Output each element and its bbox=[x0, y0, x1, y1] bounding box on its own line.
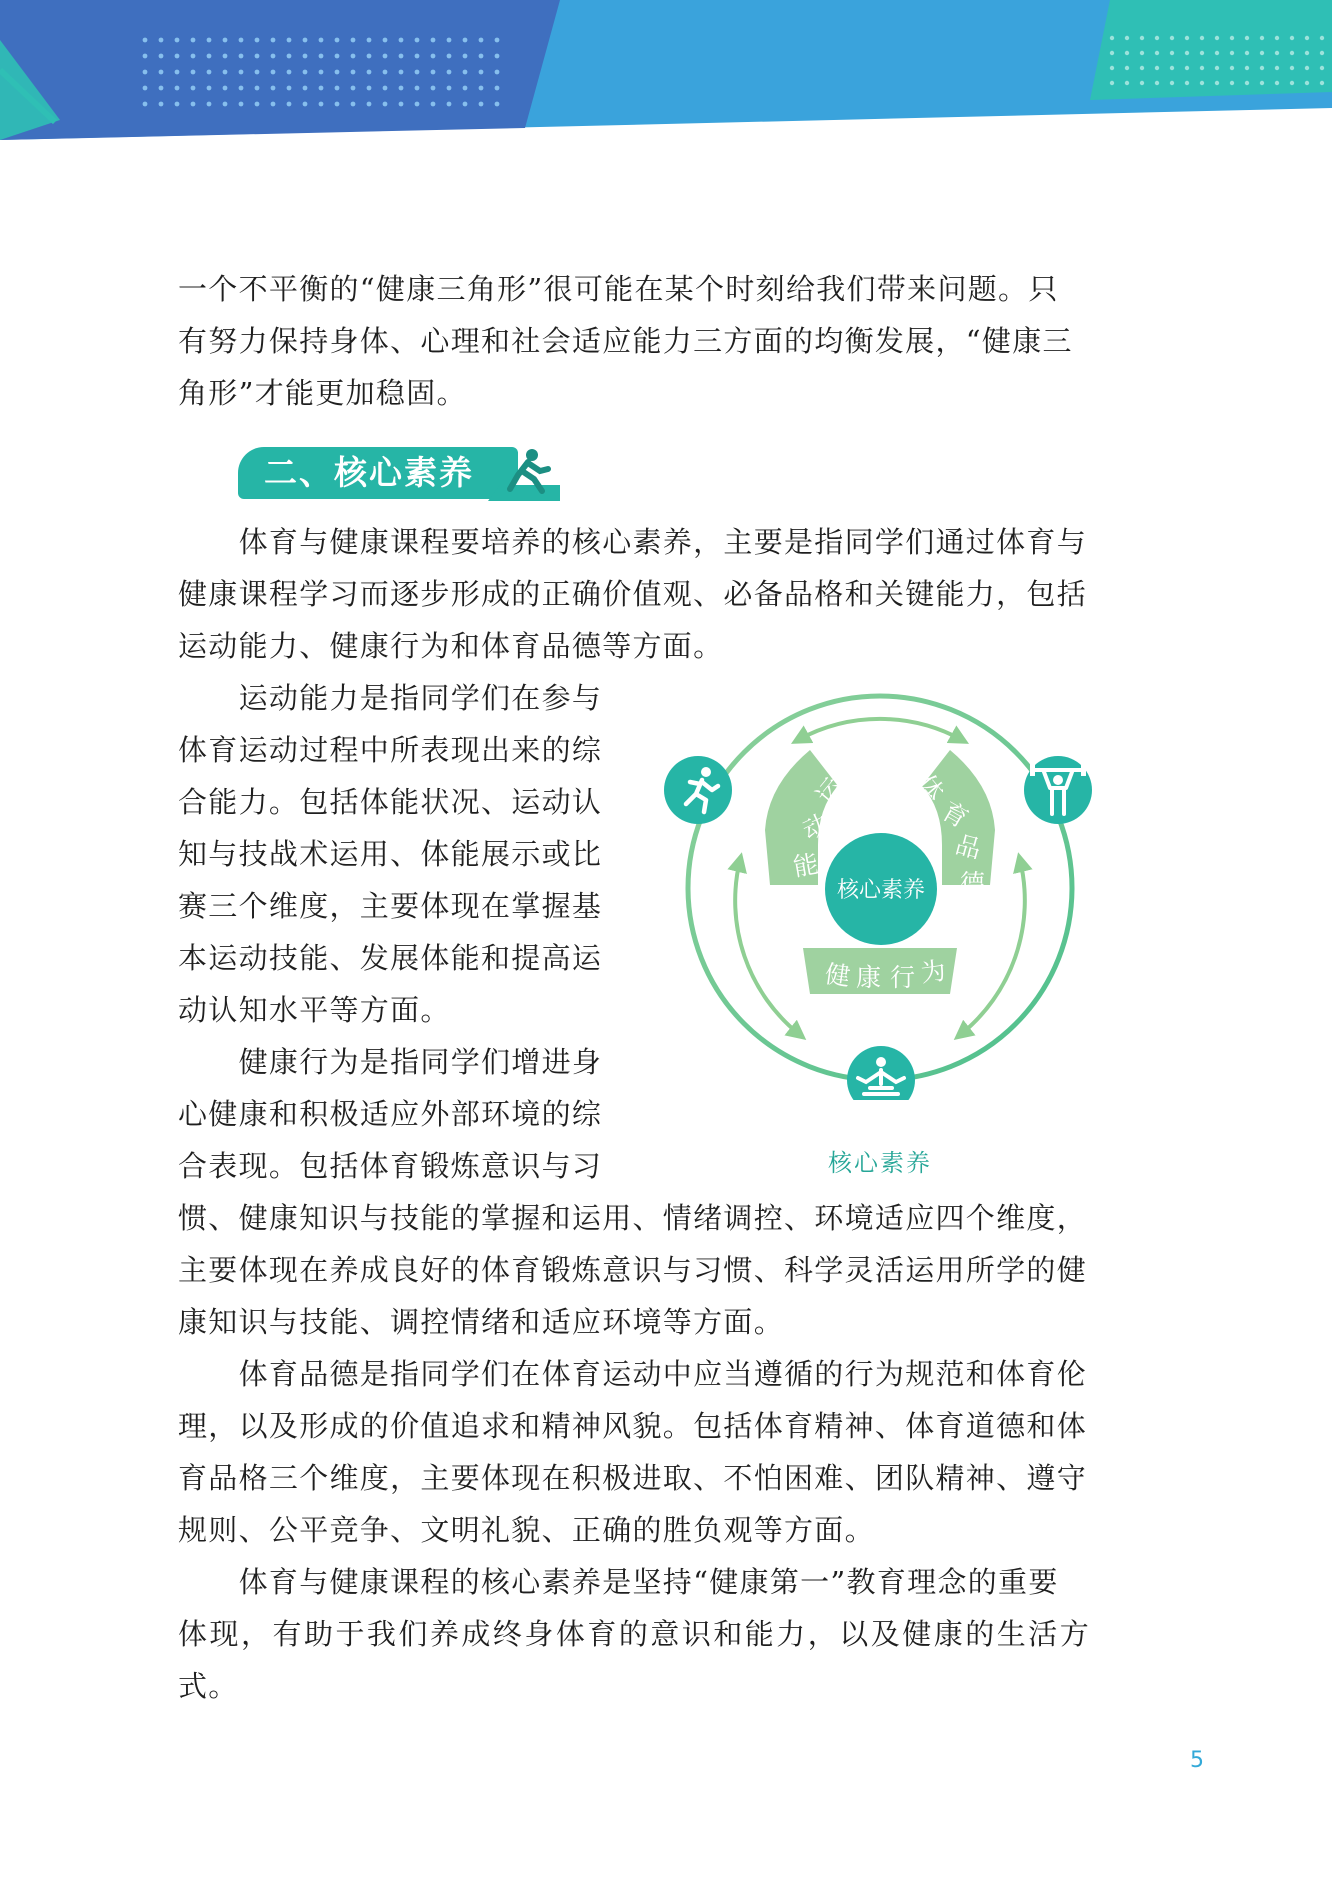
paragraph-line: 体育运动过程中所表现出来的综 bbox=[178, 733, 603, 767]
segment-label-char: 能 bbox=[791, 849, 821, 882]
paragraph-line: 合能力。包括体能状况、运动认 bbox=[178, 785, 603, 819]
segment-label-char: 运 bbox=[810, 772, 849, 810]
page-number: 5 bbox=[1190, 1748, 1204, 1773]
segment-label-char: 动 bbox=[798, 808, 834, 846]
paragraph-line: 一个不平衡的“健康三角形”很可能在某个时刻给我们带来问题。只 bbox=[178, 272, 1059, 306]
header-decoration bbox=[0, 0, 1332, 150]
paragraph-line: 育品格三个维度，主要体现在积极进取、不怕困难、团队精神、遵守 bbox=[178, 1461, 1088, 1495]
segment-label-char: 体 bbox=[911, 769, 950, 808]
paragraph-line: 赛三个维度，主要体现在掌握基 bbox=[178, 889, 603, 923]
paragraph-line: 体现，有助于我们养成终身体育的意识和能力，以及健康的生活方式。 bbox=[178, 1617, 1090, 1703]
paragraph-line: 运动能力是指同学们在参与 bbox=[178, 681, 603, 715]
cycle-arrow bbox=[798, 719, 962, 740]
paragraph-line: 体育与健康课程要培养的核心素养，主要是指同学们通过体育与 bbox=[178, 525, 1088, 559]
paragraph-line: 知与技战术运用、体能展示或比 bbox=[178, 837, 603, 871]
meditation-icon bbox=[847, 1046, 915, 1100]
section-heading bbox=[238, 445, 558, 501]
segment-label-char: 育 bbox=[937, 796, 974, 834]
running-person-icon bbox=[664, 756, 732, 824]
section-title: 二、核心素养 bbox=[264, 453, 474, 492]
paragraph-line: 动认知水平等方面。 bbox=[178, 993, 451, 1027]
segment-label-char: 健 bbox=[823, 959, 852, 992]
paragraph-line: 惯、健康知识与技能的掌握和运用、情绪调控、环境适应四个维度， bbox=[178, 1201, 1088, 1235]
paragraph-line: 健康课程学习而逐步形成的正确价值观、必备品格和关键能力，包括 bbox=[178, 577, 1088, 611]
paragraph-line: 角形”才能更加稳固。 bbox=[178, 376, 467, 410]
paragraph-line: 有努力保持身体、心理和社会适应能力三方面的均衡发展，“健康三 bbox=[178, 324, 1073, 358]
paragraph-line: 主要体现在养成良好的体育锻炼意识与习惯、科学灵活运用所学的健 bbox=[178, 1253, 1088, 1287]
paragraph-line: 运动能力、健康行为和体育品德等方面。 bbox=[178, 629, 724, 663]
segment-label-char: 为 bbox=[918, 955, 948, 988]
segment-label-char: 康 bbox=[856, 963, 882, 992]
paragraph-line: 本运动技能、发展体能和提高运 bbox=[178, 941, 603, 975]
paragraph-line: 合表现。包括体育锻炼意识与习 bbox=[178, 1149, 603, 1183]
segment-label-char: 德 bbox=[960, 869, 986, 898]
paragraph-line: 规则、公平竞争、文明礼貌、正确的胜负观等方面。 bbox=[178, 1513, 875, 1547]
paragraph-line: 心健康和积极适应外部环境的综 bbox=[178, 1097, 603, 1131]
segment-label-char: 力 bbox=[792, 891, 818, 920]
diagram-caption: 核心素养 bbox=[828, 1149, 932, 1177]
weightlifter-icon bbox=[1024, 756, 1092, 824]
paragraph-line: 康知识与技能、调控情绪和适应环境等方面。 bbox=[178, 1305, 785, 1339]
paragraph-line: 体育与健康课程的核心素养是坚持“健康第一”教育理念的重要 bbox=[178, 1565, 1059, 1599]
paragraph-line: 健康行为是指同学们增进身 bbox=[178, 1045, 603, 1079]
segment-label-char: 品 bbox=[952, 829, 985, 865]
center-label: 核心素养 bbox=[836, 878, 926, 903]
core-competency-diagram bbox=[660, 680, 1100, 1100]
runner-start-icon bbox=[488, 445, 560, 501]
paragraph-line: 体育品德是指同学们在体育运动中应当遵循的行为规范和体育伦 bbox=[178, 1357, 1088, 1391]
segment-label-char: 行 bbox=[890, 963, 916, 992]
paragraph-line: 理，以及形成的价值追求和精神风貌。包括体育精神、体育道德和体 bbox=[178, 1409, 1088, 1443]
cycle-arrow bbox=[735, 860, 800, 1035]
